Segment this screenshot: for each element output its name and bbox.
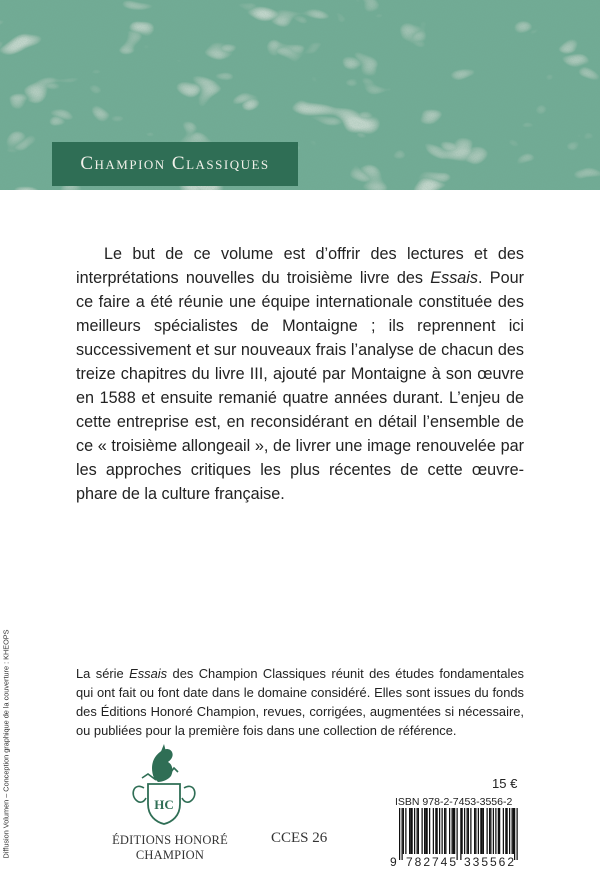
isbn-barcode <box>390 808 526 868</box>
price: 15 € <box>492 776 518 791</box>
barcode-bar <box>424 808 425 854</box>
barcode-bar <box>410 808 411 854</box>
series-title: Champion Classiques <box>80 153 270 174</box>
barcode-bar <box>449 808 450 854</box>
barcode-bar <box>475 808 476 854</box>
barcode-bar <box>462 808 463 854</box>
barcode-bar <box>399 808 400 860</box>
barcode-bars <box>399 808 518 860</box>
blurb-essais-title: Essais <box>430 269 478 287</box>
barcode-bar <box>412 808 413 854</box>
barcode-bar <box>487 808 488 854</box>
barcode-first-digit: 9 <box>390 855 397 868</box>
barcode-bar <box>513 808 514 854</box>
barcode-bar <box>442 808 443 854</box>
blurb-text-1: Le but de ce volume est d’offrir des lectures et des interprétations nouvelles du troisième livre des <box>76 245 524 287</box>
barcode-bar <box>453 808 454 854</box>
barcode-bar <box>478 808 479 854</box>
barcode-bar <box>464 808 465 854</box>
rearing-horse-emblem-icon <box>116 738 212 830</box>
barcode-bar <box>482 808 483 854</box>
barcode-bar <box>512 808 513 854</box>
barcode-bar <box>509 808 510 854</box>
barcode-bar <box>474 808 475 854</box>
barcode-bar <box>445 808 446 854</box>
barcode-bar <box>498 808 499 854</box>
side-credit: Diffusion Volumen – Conception graphique de la couverture : KHEOPS <box>1 629 11 859</box>
series-note-text-2: des Champion Classiques réunit des études fondamentales qui ont fait ou font date dans le domaine considéré. Elles sont issues du fonds des Éditions Honoré Champion, revues, corrigées, augmentées si nécessaire, ou publiées pour la première fois dans une collection de référence. <box>76 666 524 738</box>
barcode-bar <box>457 808 458 860</box>
barcode-bar <box>468 808 469 854</box>
barcode-bar <box>454 808 455 854</box>
barcode-bar <box>402 808 403 860</box>
barcode-bar <box>418 808 419 854</box>
barcode-group-1: 782745 <box>405 855 459 868</box>
isbn-text: ISBN 978-2-7453-3556-2 <box>395 796 513 808</box>
barcode-bar <box>460 808 461 860</box>
barcode-bar <box>507 808 508 854</box>
barcode-bar <box>493 808 494 854</box>
barcode-bar <box>409 808 410 854</box>
collection-code: CCES 26 <box>271 830 328 846</box>
barcode-bar <box>467 808 468 854</box>
series-note-essais: Essais <box>129 666 168 681</box>
barcode-bar <box>495 808 496 854</box>
barcode-bar <box>499 808 500 854</box>
barcode-bar <box>483 808 484 854</box>
barcode-bar <box>403 808 404 854</box>
barcode-bar <box>503 808 504 854</box>
barcode-bar <box>470 808 471 854</box>
barcode-bar <box>489 808 490 854</box>
blurb-text-2: . Pour ce faire a été réunie une équipe internationale constituée des meilleurs spécialistes de Montaigne ; ils reprennent ici successivement et sur nouveaux frais l’analyse de chacun des treize chapitres du livre III, ajouté par Montaigne à son œuvre en 1588 et ensuite remanié quatre années durant. L’enjeu de cette entreprise est, en reconsidérant en détail l’ensemble de ce « troisième allongeail », de livrer une image renouvelée par les approches critiques les plus récentes de cette œuvre-phare de la culture française. <box>76 269 524 503</box>
series-note <box>76 664 524 740</box>
barcode-bar <box>429 808 430 854</box>
barcode-bar <box>480 808 481 854</box>
logo-initials: HC <box>154 797 174 812</box>
series-title-band <box>52 142 298 186</box>
barcode-bar <box>490 808 491 854</box>
barcode-bar <box>435 808 436 854</box>
barcode-bar <box>439 808 440 854</box>
barcode-bar <box>514 808 515 860</box>
barcode-bar <box>425 808 426 854</box>
barcode-bar <box>444 808 445 854</box>
barcode-bar <box>405 808 406 854</box>
barcode-bar <box>414 808 415 854</box>
barcode-bar <box>422 808 423 854</box>
barcode-bar <box>427 808 428 854</box>
barcode-group-2: 335562 <box>463 855 517 868</box>
barcode-bar <box>433 808 434 854</box>
publisher-name: ÉDITIONS HONORÉ CHAMPION <box>112 833 228 862</box>
barcode-bar <box>505 808 506 854</box>
barcode-bar <box>452 808 453 854</box>
back-cover-blurb <box>76 242 524 506</box>
barcode-bar <box>437 808 438 854</box>
barcode-bar <box>417 808 418 854</box>
series-note-text-1: La série <box>76 666 130 681</box>
barcode-bar <box>517 808 518 860</box>
